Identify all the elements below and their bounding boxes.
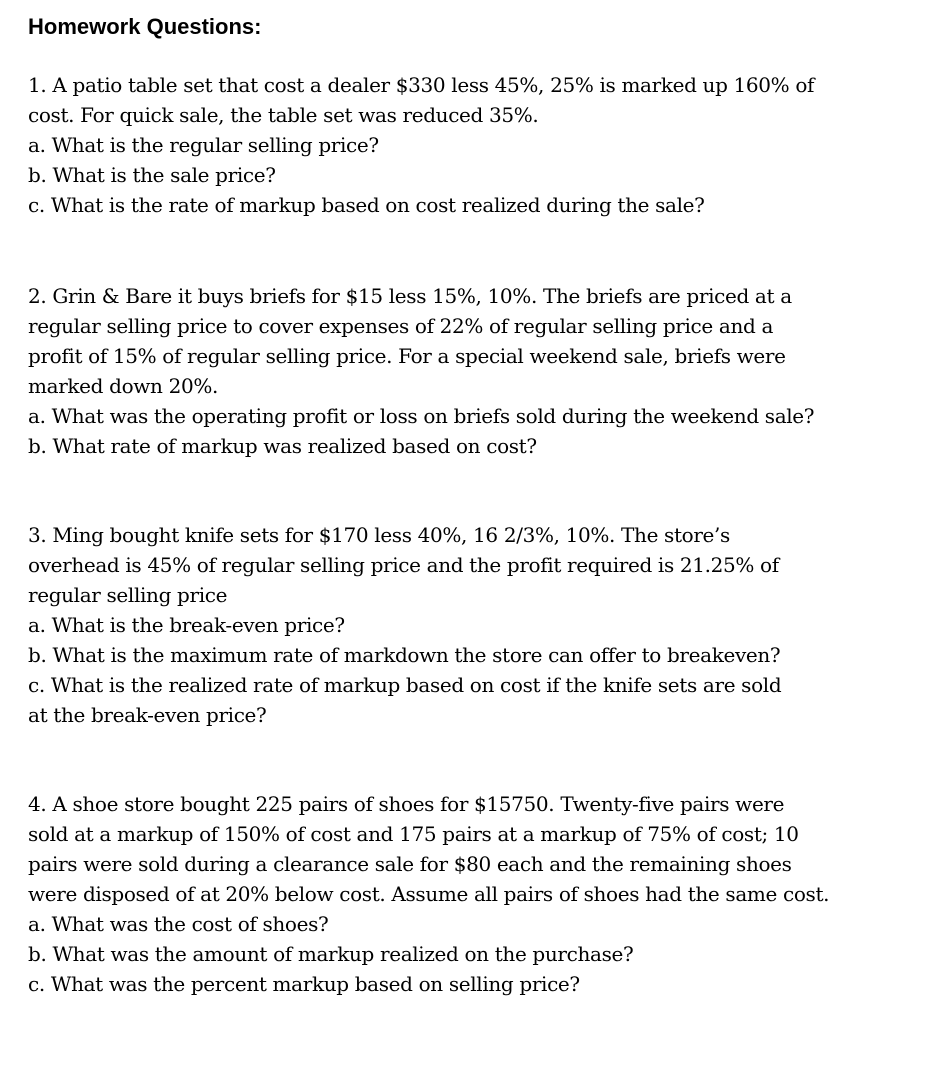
question-3-line: 3. Ming bought knife sets for $170 less 40%, 16 2/3%, 10%. The store’s [28, 523, 730, 547]
question-2-line: 2. Grin & Bare it buys briefs for $15 less 15%, 10%. The briefs are priced at a [28, 284, 792, 308]
question-1-part-b: b. What is the sale price? [28, 163, 276, 187]
question-3-line: overhead is 45% of regular selling price and the profit required is 21.25% of [28, 553, 779, 577]
question-1-line: cost. For quick sale, the table set was reduced 35%. [28, 103, 539, 127]
question-4-line: were disposed of at 20% below cost. Assume all pairs of shoes had the same cost. [28, 882, 830, 906]
question-4-line: pairs were sold during a clearance sale for $80 each and the remaining shoes [28, 852, 792, 876]
question-3-line: regular selling price [28, 583, 228, 607]
question-1 [28, 70, 913, 220]
question-2-line: regular selling price to cover expenses of 22% of regular selling price and a [28, 314, 774, 338]
question-4-part-c: c. What was the percent markup based on selling price? [28, 972, 580, 996]
question-2-part-a: a. What was the operating profit or loss on briefs sold during the weekend sale? [28, 404, 815, 428]
question-4 [28, 789, 913, 999]
page-heading: Homework Questions: [28, 14, 262, 39]
question-3-part-a: a. What is the break-even price? [28, 613, 345, 637]
question-3-part-c-cont: at the break-even price? [28, 703, 267, 727]
question-1-line: 1. A patio table set that cost a dealer $330 less 45%, 25% is marked up 160% of [28, 73, 815, 97]
question-4-line: 4. A shoe store bought 225 pairs of shoes for $15750. Twenty-five pairs were [28, 792, 785, 816]
question-2-line: profit of 15% of regular selling price. For a special weekend sale, briefs were [28, 344, 786, 368]
question-3-part-c: c. What is the realized rate of markup based on cost if the knife sets are sold [28, 673, 782, 697]
question-4-part-a: a. What was the cost of shoes? [28, 912, 329, 936]
question-2 [28, 281, 913, 461]
question-1-part-a: a. What is the regular selling price? [28, 133, 379, 157]
question-1-part-c: c. What is the rate of markup based on cost realized during the sale? [28, 193, 705, 217]
question-4-part-b: b. What was the amount of markup realized on the purchase? [28, 942, 634, 966]
question-4-line: sold at a markup of 150% of cost and 175 pairs at a markup of 75% of cost; 10 [28, 822, 799, 846]
question-2-line: marked down 20%. [28, 374, 218, 398]
question-3-part-b: b. What is the maximum rate of markdown the store can offer to breakeven? [28, 643, 781, 667]
question-2-part-b: b. What rate of markup was realized based on cost? [28, 434, 537, 458]
question-3 [28, 520, 913, 730]
